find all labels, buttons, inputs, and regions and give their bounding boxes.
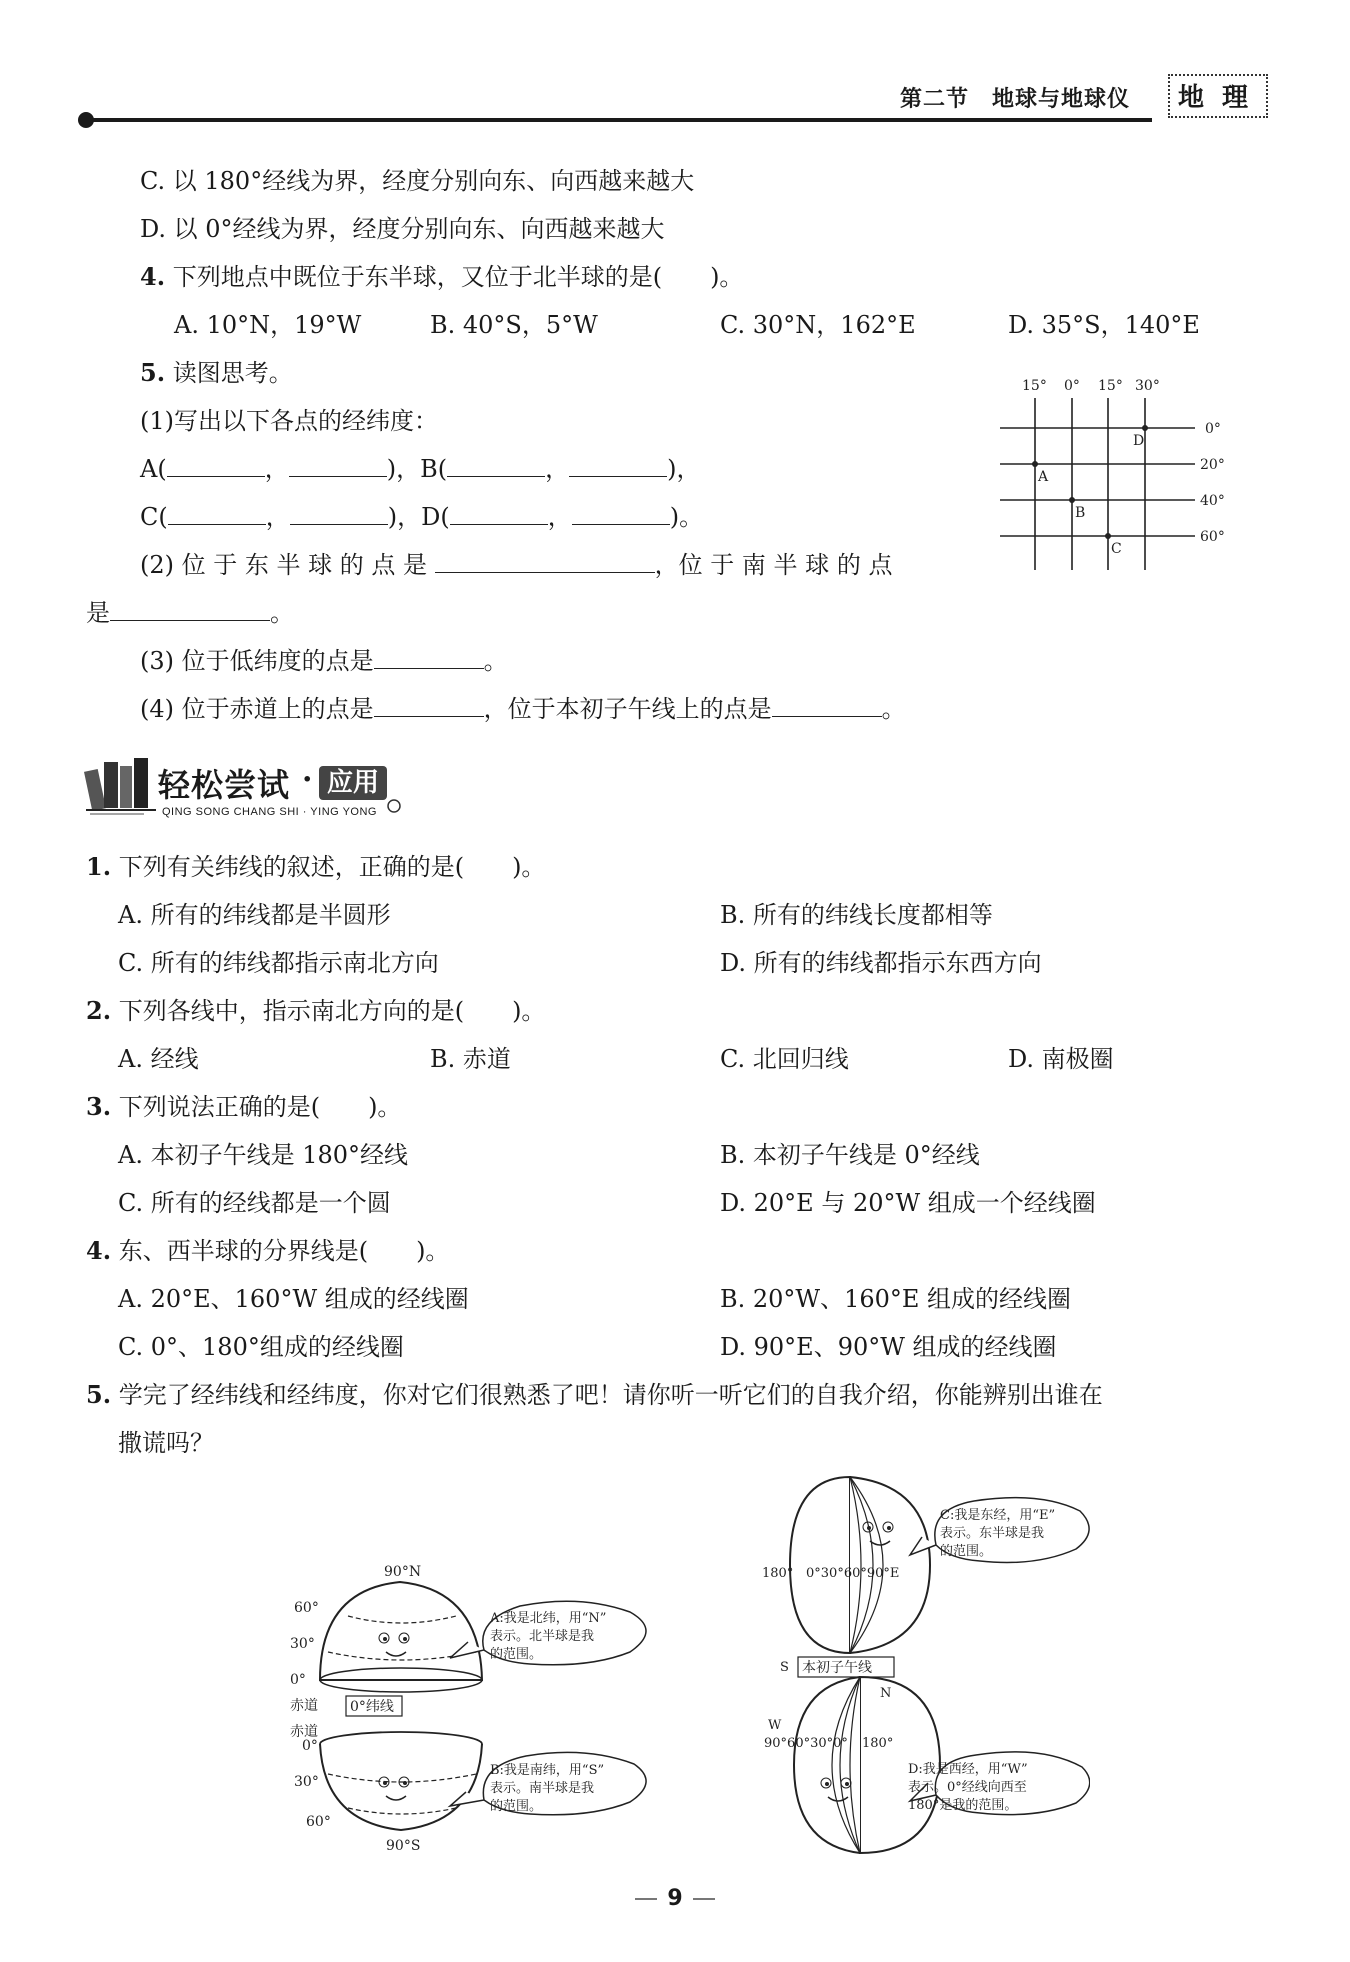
question-number: 1.	[86, 852, 112, 881]
label-n: N	[880, 1686, 892, 1701]
q5-sub2	[140, 550, 892, 580]
label-c: C(	[140, 503, 168, 531]
point-b-label: B	[1075, 505, 1086, 521]
label-180-west: 180°	[862, 1736, 894, 1751]
banner-circle-icon	[384, 796, 404, 816]
label-180-east: 180°	[762, 1566, 794, 1581]
question-text: 下列各线中，指示南北方向的是( )。	[118, 997, 546, 1025]
blank-prime-meridian[interactable]	[772, 694, 882, 717]
bubble-b-line1: B:我是南纬，用“S”	[490, 1763, 605, 1778]
bubble-b-line2: 表示。南半球是我	[490, 1781, 595, 1796]
question-number: 4.	[86, 1236, 112, 1265]
label-w: W	[768, 1718, 782, 1733]
question-text: 下列有关纬线的叙述，正确的是( )。	[118, 853, 546, 881]
top-label: 15°	[1098, 378, 1123, 394]
label-west-degrees: 90°60°30°0°	[764, 1736, 848, 1751]
section-dot: ·	[302, 762, 313, 797]
question-text: 下列说法正确的是( )。	[118, 1093, 402, 1121]
sub2-text: (2) 位 于 东 半 球 的 点 是	[140, 551, 428, 579]
row-end: )，	[667, 455, 701, 483]
bubble-a-line2: 表示。北半球是我	[490, 1629, 595, 1644]
top-label: 15°	[1022, 378, 1047, 394]
sub4-text: (4) 位于赤道上的点是	[140, 695, 374, 723]
question-text: 学完了经纬线和经纬度，你对它们很熟悉了吧！请你听一听它们的自我介绍，你能辨别出谁在	[118, 1381, 1103, 1409]
practice-question-2	[86, 996, 545, 1026]
prev-option-c: C. 以 180°经线为界，经度分别向东、向西越来越大	[140, 167, 695, 195]
p1-option-d[interactable]: D. 所有的纬线都指示东西方向	[720, 949, 1042, 977]
prime-meridian-label: 本初子午线	[802, 1660, 872, 1676]
chapter-title: 第二节 地球与地球仪	[900, 86, 1131, 112]
p3-option-c[interactable]: C. 所有的经线都是一个圆	[118, 1189, 391, 1217]
label-b: )，B(	[386, 455, 448, 483]
latitude-illustration	[290, 1560, 670, 1860]
section-tag: 应用	[319, 766, 387, 800]
section-pinyin: QING SONG CHANG SHI · YING YONG	[162, 806, 377, 818]
bubble-d-line3: 180°是我的范围。	[908, 1798, 1018, 1813]
sub2-end: 。	[270, 599, 294, 627]
east-hemisphere-figure	[790, 1477, 930, 1653]
sub4-text-b: ，位于本初子午线上的点是	[483, 695, 772, 723]
question-text: 东、西半球的分界线是( )。	[118, 1237, 450, 1265]
sub4-end: 。	[881, 695, 906, 723]
blank-c-lon[interactable]	[290, 502, 388, 525]
q5-sub1: (1)写出以下各点的经纬度：	[140, 407, 438, 435]
label-30-south: 30°	[294, 1774, 319, 1790]
blank-a-lat[interactable]	[167, 454, 265, 477]
north-hemisphere-figure	[320, 1582, 482, 1692]
label-0: 0°	[290, 1672, 306, 1688]
label-d: )，D(	[387, 503, 450, 531]
page-number	[620, 1886, 730, 1911]
point-d-dot	[1142, 425, 1148, 431]
label-equator: 赤道	[290, 1698, 318, 1714]
q5-sub3	[140, 646, 508, 676]
p2-option-a[interactable]: A. 经线	[118, 1045, 199, 1073]
practice-question-1	[86, 852, 545, 882]
bubble-c-line3: 的范围。	[940, 1544, 993, 1559]
bubble-c-line1: C:我是东经，用“E”	[940, 1508, 1056, 1523]
zero-latitude-label: 0°纬线	[350, 1699, 394, 1715]
bubble-a-line3: 的范围。	[490, 1647, 543, 1662]
point-c-label: C	[1111, 541, 1122, 557]
q5-sub2-cont	[86, 598, 294, 628]
question-number: 5.	[140, 358, 166, 387]
comma: ，	[265, 503, 290, 531]
point-c-dot	[1105, 533, 1111, 539]
question-text: 读图思考。	[172, 359, 293, 387]
question-number: 3.	[86, 1092, 112, 1121]
p4-option-a[interactable]: A. 20°E、160°W 组成的经线圈	[118, 1285, 469, 1313]
practice-question-5-cont: 撒谎吗？	[118, 1429, 214, 1457]
label-30: 30°	[290, 1636, 315, 1652]
page-number-value: 9	[667, 1886, 683, 1911]
label-s: S	[780, 1660, 789, 1675]
label-0-south: 0°	[302, 1738, 318, 1754]
comma: ，	[545, 455, 570, 483]
label-60-south: 60°	[306, 1814, 331, 1830]
question-number: 4.	[140, 262, 166, 291]
q4-option-a[interactable]: A. 10°N，19°W	[174, 311, 362, 339]
bubble-d-line1: D:我是西经，用“W”	[908, 1762, 1028, 1777]
prev-option-d: D. 以 0°经线为界，经度分别向东、向西越来越大	[140, 215, 665, 243]
p1-option-c[interactable]: C. 所有的纬线都指示南北方向	[118, 949, 439, 977]
blank-b-lat[interactable]	[447, 454, 545, 477]
blank-d-lon[interactable]	[572, 502, 670, 525]
sub2-text-c: 是	[86, 599, 110, 627]
p2-option-d[interactable]: D. 南极圈	[1008, 1045, 1114, 1073]
question-number: 2.	[86, 996, 112, 1025]
p2-option-c[interactable]: C. 北回归线	[720, 1045, 849, 1073]
row-end: )。	[669, 503, 704, 531]
p1-option-b[interactable]: B. 所有的纬线长度都相等	[720, 901, 993, 929]
point-d-label: D	[1133, 433, 1145, 449]
comma: ，	[264, 455, 289, 483]
label-90n: 90°N	[384, 1564, 422, 1580]
subject-label: 地理	[1168, 74, 1268, 118]
right-label: 60°	[1200, 529, 1225, 545]
question-4	[140, 262, 743, 292]
question-5	[140, 358, 293, 388]
bubble-b-line3: 的范围。	[490, 1799, 543, 1814]
p3-option-d[interactable]: D. 20°E 与 20°W 组成一个经线圈	[720, 1189, 1096, 1217]
practice-question-5	[86, 1380, 1103, 1410]
label-60: 60°	[294, 1600, 319, 1616]
longitude-illustration	[760, 1465, 1090, 1865]
comma: ，	[547, 503, 572, 531]
blank-equator[interactable]	[374, 694, 484, 717]
question-number: 5.	[86, 1380, 112, 1409]
p2-option-b[interactable]: B. 赤道	[430, 1045, 511, 1073]
practice-question-3	[86, 1092, 401, 1122]
blank-c-lat[interactable]	[168, 502, 266, 525]
books-icon	[84, 752, 162, 816]
label-90s: 90°S	[386, 1838, 421, 1854]
sub3-end: 。	[483, 647, 508, 675]
bubble-d-line2: 表示。0°经线向西至	[908, 1780, 1027, 1795]
section-title: 轻松尝试	[158, 766, 291, 804]
header-rule	[86, 118, 1152, 122]
q4-option-b[interactable]: B. 40°S，5°W	[430, 311, 598, 339]
section-banner	[84, 752, 414, 822]
blank-d-lat[interactable]	[450, 502, 548, 525]
p4-option-c[interactable]: C. 0°、180°组成的经线圈	[118, 1333, 404, 1361]
sub2-text-b: ，位 于 南 半 球 的 点	[654, 551, 893, 579]
blank-south-hemisphere[interactable]	[110, 598, 270, 621]
right-label: 20°	[1200, 457, 1225, 473]
bubble-c-line2: 表示。东半球是我	[940, 1526, 1045, 1541]
q5-sub4	[140, 694, 906, 724]
label-equator-south: 赤道	[290, 1724, 318, 1740]
q5-row-ab	[140, 454, 700, 484]
point-a-dot	[1032, 461, 1038, 467]
point-b-dot	[1069, 497, 1075, 503]
label-a: A(	[140, 455, 167, 483]
q4-option-c[interactable]: C. 30°N，162°E	[720, 311, 916, 339]
top-label: 30°	[1135, 378, 1160, 394]
practice-question-4	[86, 1236, 449, 1266]
bubble-a-line1: A:我是北纬，用“N”	[490, 1611, 607, 1626]
south-hemisphere-figure	[320, 1732, 482, 1830]
blank-low-latitude[interactable]	[374, 646, 484, 669]
blank-east-hemisphere[interactable]	[435, 550, 655, 573]
p1-option-a[interactable]: A. 所有的纬线都是半圆形	[118, 901, 391, 929]
question-text: 下列地点中既位于东半球，又位于北半球的是( )。	[172, 263, 744, 291]
right-label: 40°	[1200, 493, 1225, 509]
q4-option-d[interactable]: D. 35°S，140°E	[1008, 311, 1200, 339]
p4-option-b[interactable]: B. 20°W、160°E 组成的经线圈	[720, 1285, 1072, 1313]
sub3-text: (3) 位于低纬度的点是	[140, 647, 374, 675]
q5-row-cd	[140, 502, 703, 532]
p3-option-b[interactable]: B. 本初子午线是 0°经线	[720, 1141, 980, 1169]
latlon-grid-figure	[990, 370, 1250, 580]
point-a-label: A	[1038, 469, 1049, 485]
p3-option-a[interactable]: A. 本初子午线是 180°经线	[118, 1141, 409, 1169]
blank-a-lon[interactable]	[289, 454, 387, 477]
label-east-degrees: 0°30°60°90°E	[806, 1566, 900, 1581]
blank-b-lon[interactable]	[569, 454, 667, 477]
right-label: 0°	[1205, 421, 1221, 437]
top-label: 0°	[1064, 378, 1080, 394]
p4-option-d[interactable]: D. 90°E、90°W 组成的经线圈	[720, 1333, 1057, 1361]
